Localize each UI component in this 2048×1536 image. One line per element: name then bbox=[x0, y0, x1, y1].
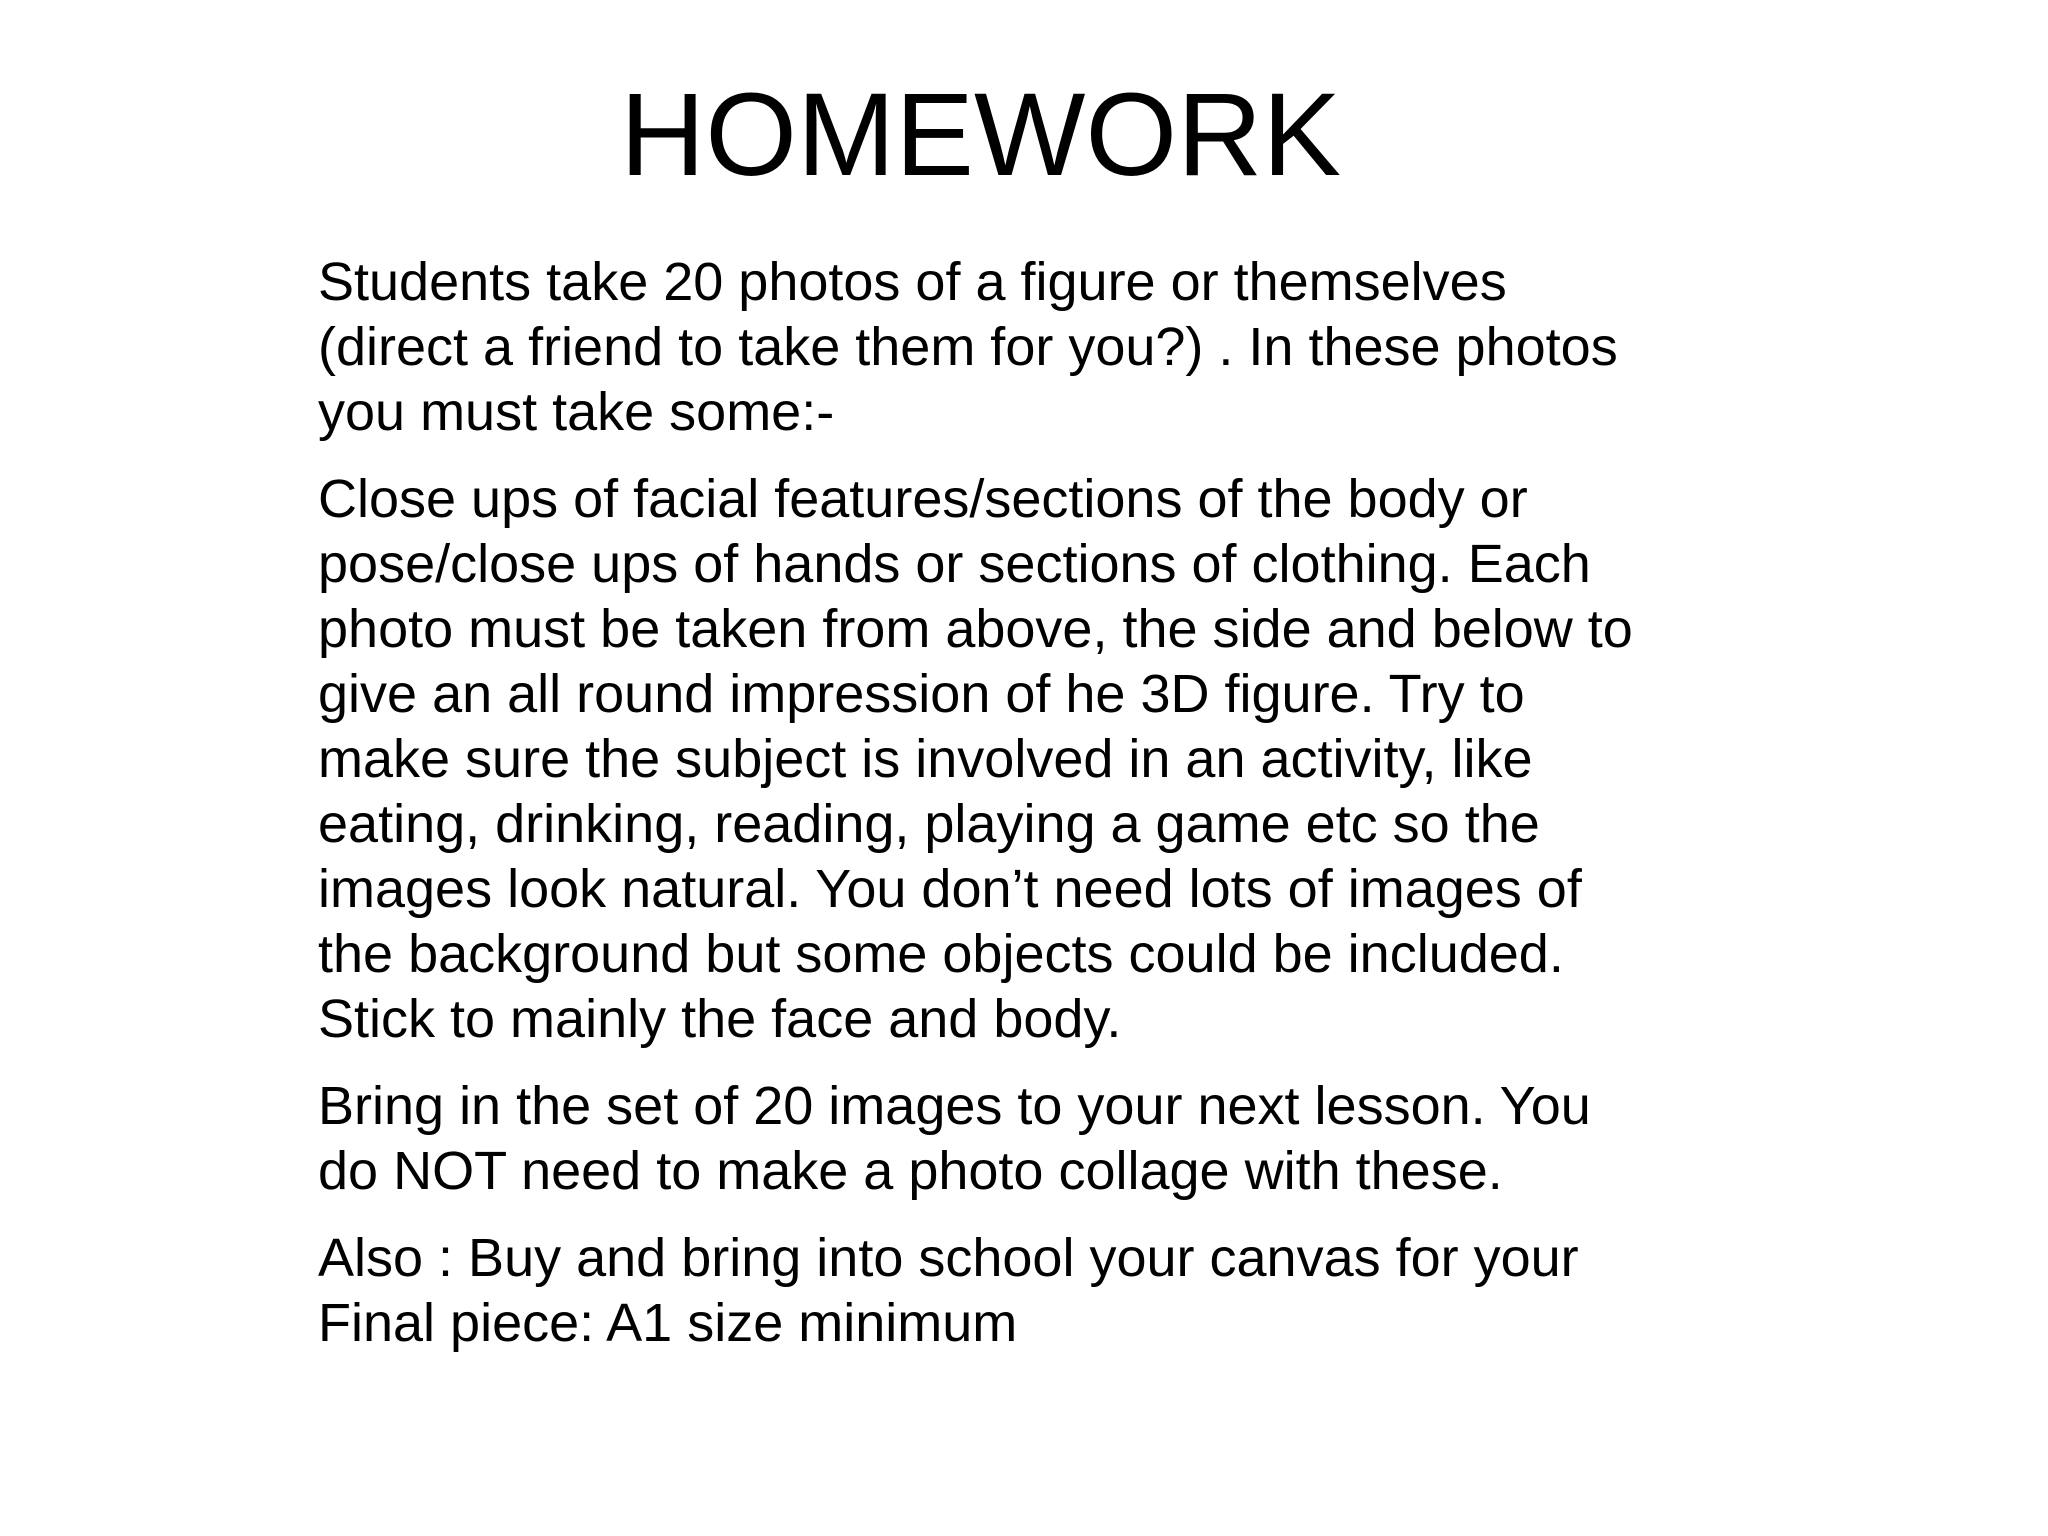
text-line: the background but some objects could be included. bbox=[318, 924, 1564, 984]
text-line: Students take 20 photos of a figure or themselves bbox=[318, 252, 1507, 312]
slide-title: HOMEWORK bbox=[620, 69, 1342, 201]
text-line: photo must be taken from above, the side and below to bbox=[318, 599, 1633, 659]
text-line: Close ups of facial features/sections of the body or bbox=[318, 469, 1528, 529]
slide-body bbox=[318, 250, 1798, 1378]
text-line: make sure the subject is involved in an activity, like bbox=[318, 729, 1533, 789]
text-line: pose/close ups of hands or sections of clothing. Each bbox=[318, 534, 1591, 594]
text-line: Also : Buy and bring into school your canvas for your bbox=[318, 1228, 1579, 1288]
text-line: eating, drinking, reading, playing a game etc so the bbox=[318, 794, 1540, 854]
text-line: do NOT need to make a photo collage with these. bbox=[318, 1141, 1503, 1201]
paragraph-photo-task bbox=[318, 250, 1798, 445]
text-line: Bring in the set of 20 images to your next lesson. You bbox=[318, 1076, 1591, 1136]
text-line: give an all round impression of he 3D figure. Try to bbox=[318, 664, 1525, 724]
text-line: you must take some:- bbox=[318, 382, 835, 442]
text-line: images look natural. You don’t need lots of images of bbox=[318, 859, 1582, 919]
paragraph-canvas bbox=[318, 1226, 1798, 1356]
paragraph-photo-details bbox=[318, 467, 1798, 1052]
text-line: Final piece: A1 size minimum bbox=[318, 1293, 1018, 1353]
text-line: (direct a friend to take them for you?) . In these photos bbox=[318, 317, 1618, 377]
paragraph-bring-images bbox=[318, 1074, 1798, 1204]
text-line: Stick to mainly the face and body. bbox=[318, 989, 1122, 1049]
